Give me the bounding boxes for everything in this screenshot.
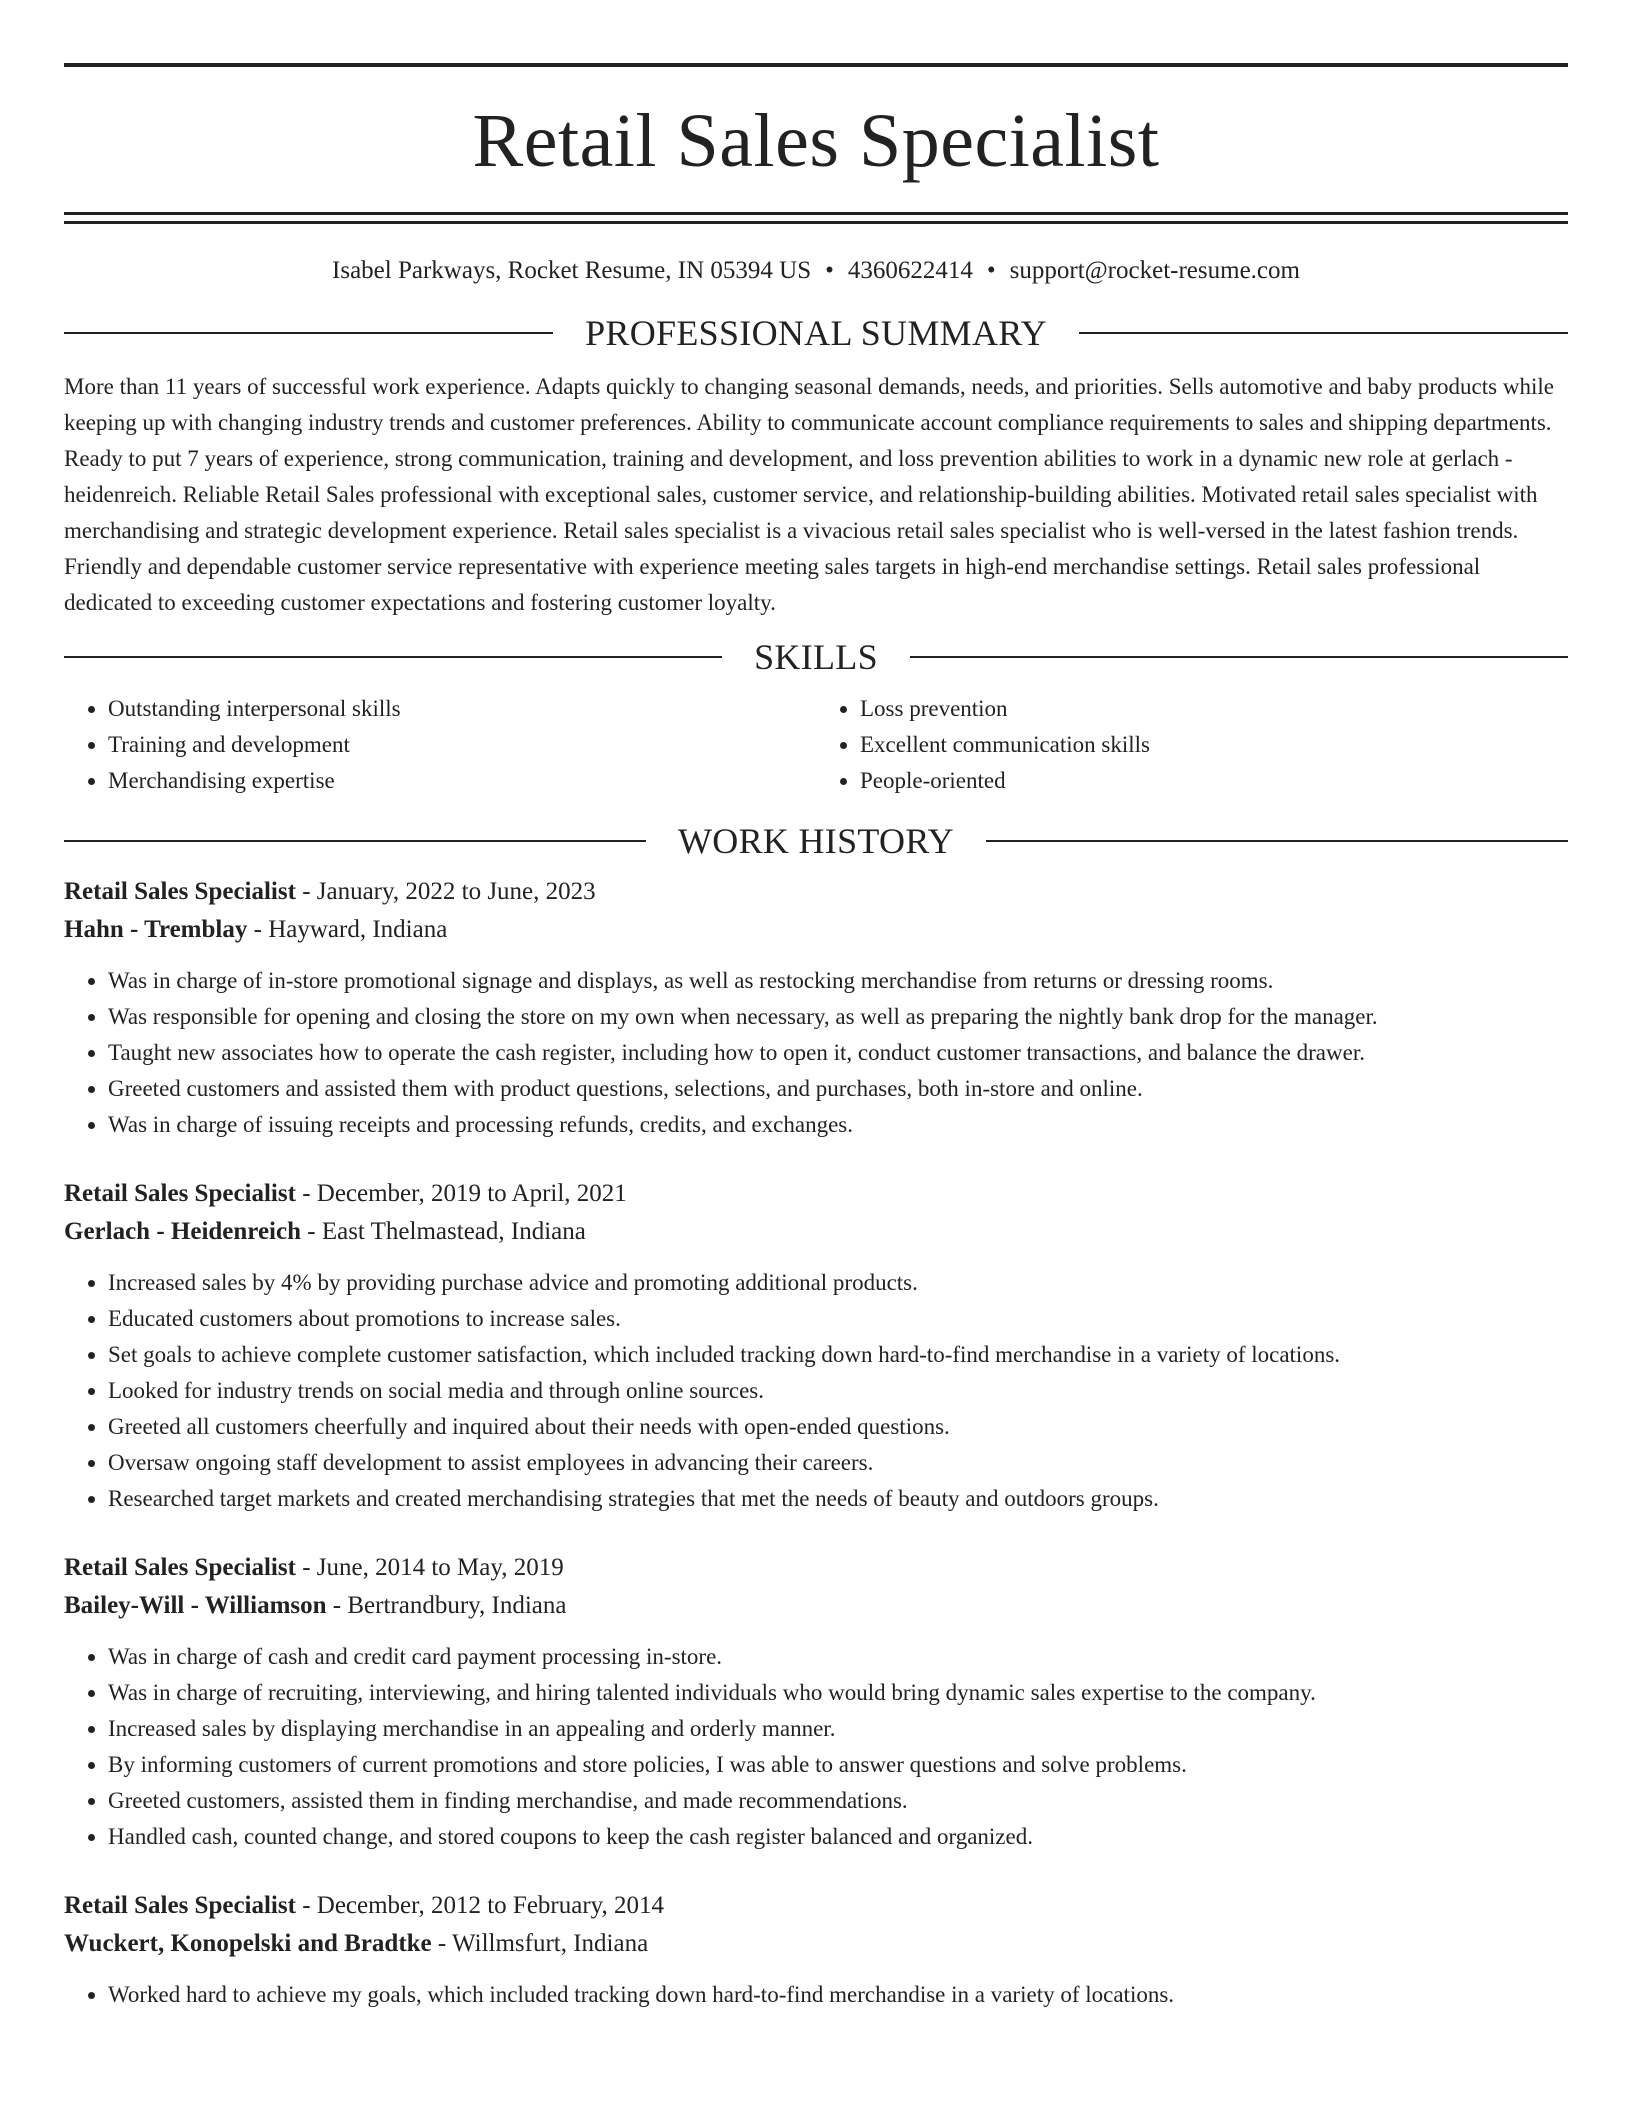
job-title: Retail Sales Specialist: [64, 878, 296, 905]
job-dates: - June, 2014 to May, 2019: [295, 1554, 564, 1581]
skill-item: • Loss prevention: [860, 691, 1568, 727]
job-bullet: • Greeted all customers cheerfully and inquired about their needs with open-ended questions.: [108, 1409, 1568, 1445]
job-location: - East Thelmastead, Indiana: [301, 1218, 586, 1245]
job-company-line: [64, 1587, 1568, 1625]
skills-column-left: [64, 691, 816, 799]
job-title: Retail Sales Specialist: [64, 1554, 296, 1581]
double-rule: [64, 212, 1568, 224]
contact-email: support@rocket-resume.com: [1009, 257, 1300, 284]
resume-title: Retail Sales Specialist: [472, 99, 1160, 183]
job-dates: - December, 2012 to February, 2014: [295, 1892, 665, 1919]
job-company-line: [64, 1213, 1568, 1251]
job-bullet: • Handled cash, counted change, and stored coupons to keep the cash register balanced and organized.: [108, 1819, 1568, 1855]
section-rule-left: [64, 332, 553, 334]
section-rule-right: [1079, 332, 1568, 334]
summary-heading: PROFESSIONAL SUMMARY: [585, 313, 1047, 353]
job-bullet: • Was in charge of recruiting, interviewing, and hiring talented individuals who would bring dynamic sales expertise to the company.: [108, 1675, 1568, 1711]
job-title-line: [64, 1887, 1568, 1925]
job-bullet: • Greeted customers, assisted them in finding merchandise, and made recommendations.: [108, 1783, 1568, 1819]
skill-item: • Excellent communication skills: [860, 727, 1568, 763]
skills-heading: SKILLS: [754, 637, 878, 677]
job-bullet: • Researched target markets and created merchandising strategies that met the needs of beauty and outdoors groups.: [108, 1481, 1568, 1517]
job-company: Bailey-Will - Williamson: [64, 1592, 327, 1619]
work-section-header: [64, 821, 1568, 861]
contact-separator: •: [986, 257, 996, 284]
top-rule: [64, 63, 1568, 67]
resume-page: [64, 63, 1568, 2013]
skill-item: • Training and development: [108, 727, 816, 763]
job-location: - Willmsfurt, Indiana: [431, 1930, 649, 1957]
job-dates: - January, 2022 to June, 2023: [295, 878, 596, 905]
summary-text: More than 11 years of successful work experience. Adapts quickly to changing seasonal demands, needs, and priorities. Sells automotive and baby products while keeping up with changing industry trends and customer preferences. Ability to communicate account compliance requirements to sales and shipping departments. Ready to put 7 years of experience, strong communication, training and development, and loss prevention abilities to work in a dynamic new role at gerlach - heidenreich. Reliable Retail Sales professional with exceptional sales, customer service, and relationship-building abilities. Motivated retail sales specialist with merchandising and strategic development experience. Retail sales specialist is a vivacious retail sales specialist who is well-versed in the latest fashion trends. Friendly and dependable customer service representative with experience meeting sales targets in high-end merchandise settings. Retail sales professional dedicated to exceeding customer expectations and fostering customer loyalty.: [64, 374, 1554, 615]
skills-list: [64, 691, 1568, 799]
section-rule-left: [64, 656, 722, 658]
contact-address: Isabel Parkways, Rocket Resume, IN 05394 US: [332, 257, 812, 284]
skill-item: • Outstanding interpersonal skills: [108, 691, 816, 727]
skills-column-right: [816, 691, 1568, 799]
job-bullets: [64, 1639, 1568, 1855]
job-bullet: • Oversaw ongoing staff development to assist employees in advancing their careers.: [108, 1445, 1568, 1481]
job-title: Retail Sales Specialist: [64, 1180, 296, 1207]
contact-phone: 4360622414: [847, 257, 973, 284]
section-rule-left: [64, 840, 646, 842]
job-bullet: • Was responsible for opening and closing the store on my own when necessary, as well as preparing the nightly bank drop for the manager.: [108, 999, 1568, 1035]
job-company: Wuckert, Konopelski and Bradtke: [64, 1930, 432, 1957]
job-location: - Hayward, Indiana: [247, 916, 448, 943]
work-heading: WORK HISTORY: [678, 821, 954, 861]
job-entry: [64, 1175, 1568, 1517]
job-entry: [64, 873, 1568, 1143]
job-title-line: [64, 873, 1568, 911]
skills-section-header: [64, 637, 1568, 677]
job-bullets: [64, 1265, 1568, 1517]
job-company-line: [64, 1925, 1568, 1963]
skill-item: • Merchandising expertise: [108, 763, 816, 799]
job-bullet: • Was in charge of issuing receipts and processing refunds, credits, and exchanges.: [108, 1107, 1568, 1143]
job-bullet: • Was in charge of in-store promotional signage and displays, as well as restocking merchandise from returns or dressing rooms.: [108, 963, 1568, 999]
job-company-line: [64, 911, 1568, 949]
job-company: Gerlach - Heidenreich: [64, 1218, 301, 1245]
contact-separator: •: [825, 257, 834, 284]
job-company: Hahn - Tremblay: [64, 916, 248, 943]
job-bullet: • Greeted customers and assisted them with product questions, selections, and purchases, both in-store and online.: [108, 1071, 1568, 1107]
section-rule-right: [986, 840, 1568, 842]
job-entry: [64, 1887, 1568, 2013]
section-rule-right: [910, 656, 1568, 658]
job-entry: [64, 1549, 1568, 1855]
job-bullet: • Increased sales by 4% by providing purchase advice and promoting additional products.: [108, 1265, 1568, 1301]
job-bullet: • Looked for industry trends on social media and through online sources.: [108, 1373, 1568, 1409]
job-dates: - December, 2019 to April, 2021: [295, 1180, 627, 1207]
job-bullet: • Increased sales by displaying merchandise in an appealing and orderly manner.: [108, 1711, 1568, 1747]
job-bullet: • By informing customers of current promotions and store policies, I was able to answer questions and solve problems.: [108, 1747, 1568, 1783]
job-title-line: [64, 1549, 1568, 1587]
job-bullet: • Worked hard to achieve my goals, which included tracking down hard-to-find merchandise in a variety of locations.: [108, 1977, 1568, 2013]
job-title-line: [64, 1175, 1568, 1213]
job-bullet: • Educated customers about promotions to increase sales.: [108, 1301, 1568, 1337]
job-bullet: • Was in charge of cash and credit card payment processing in-store.: [108, 1639, 1568, 1675]
job-title: Retail Sales Specialist: [64, 1892, 296, 1919]
job-bullet: • Set goals to achieve complete customer satisfaction, which included tracking down hard-to-find merchandise in a variety of locations.: [108, 1337, 1568, 1373]
job-bullet: • Taught new associates how to operate the cash register, including how to open it, conduct customer transactions, and balance the drawer.: [108, 1035, 1568, 1071]
summary-section-header: [64, 313, 1568, 353]
job-location: - Bertrandbury, Indiana: [326, 1592, 567, 1619]
contact-line: [64, 255, 1568, 287]
job-bullets: [64, 1977, 1568, 2013]
skill-item: • People-oriented: [860, 763, 1568, 799]
job-bullets: [64, 963, 1568, 1143]
